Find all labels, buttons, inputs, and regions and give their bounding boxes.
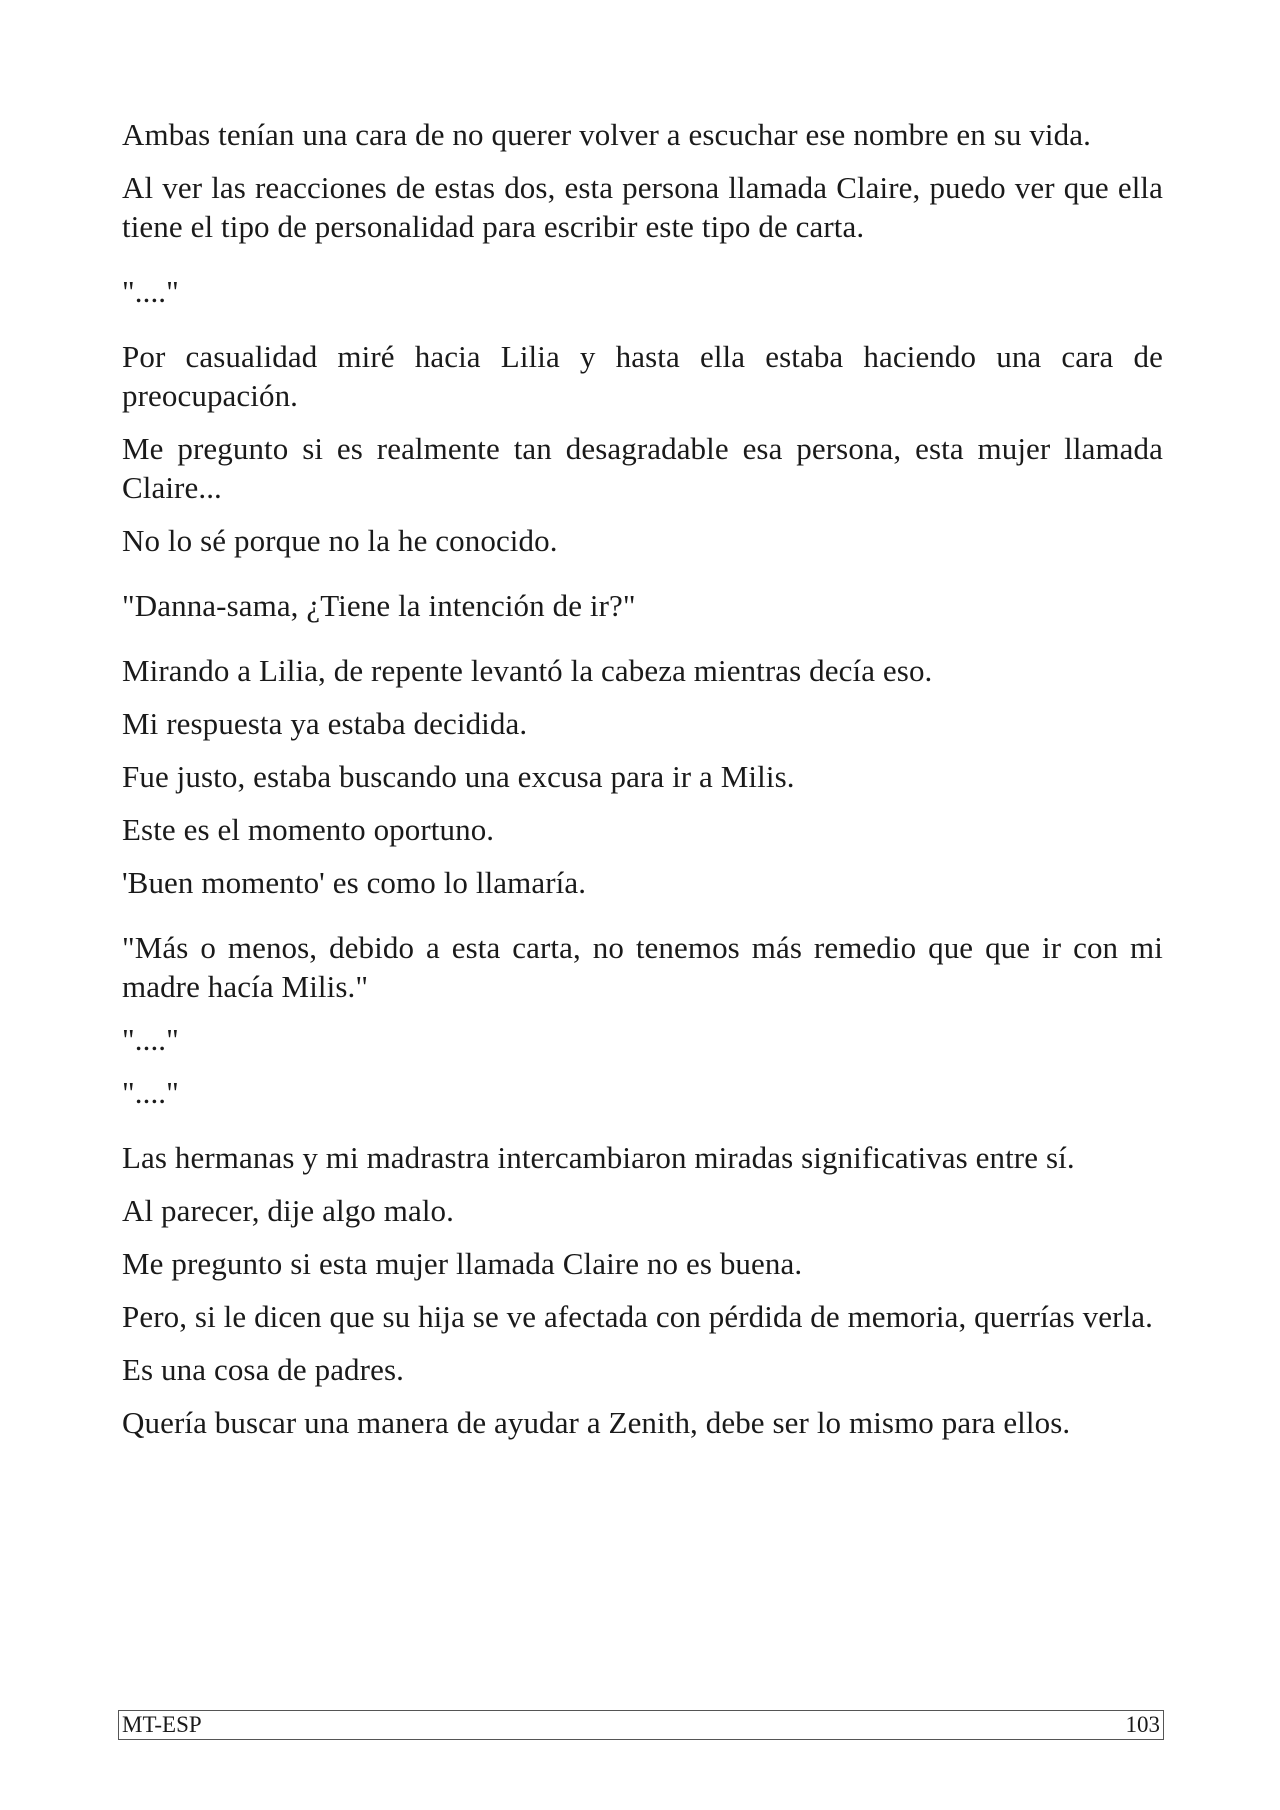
paragraph: Al ver las reacciones de estas dos, esta persona llamada Claire, puedo ver que ella tiene el tipo de personalidad para escribir este tipo de carta. — [122, 170, 1163, 244]
paragraph: Las hermanas y mi madrastra intercambiaron miradas significativas entre sí. — [122, 1140, 1075, 1175]
page-body — [122, 115, 1163, 1456]
paragraph: Mirando a Lilia, de repente levantó la cabeza mientras decía eso. — [122, 653, 933, 688]
paragraph: Mi respuesta ya estaba decidida. — [122, 706, 528, 741]
page-number: 103 — [1125, 1712, 1160, 1737]
dialogue-line: "...." — [122, 274, 179, 309]
paragraph: Al parecer, dije algo malo. — [122, 1193, 454, 1228]
paragraph: Fue justo, estaba buscando una excusa para ir a Milis. — [122, 759, 795, 794]
paragraph: Me pregunto si es realmente tan desagradable esa persona, esta mujer llamada Claire... — [122, 431, 1163, 505]
paragraph: Es una cosa de padres. — [122, 1352, 404, 1387]
paragraph: Ambas tenían una cara de no querer volver a escuchar ese nombre en su vida. — [122, 117, 1091, 152]
paragraph: Por casualidad miré hacia Lilia y hasta ella estaba haciendo una cara de preocupación. — [122, 339, 1163, 413]
paragraph: Me pregunto si esta mujer llamada Claire no es buena. — [122, 1246, 803, 1281]
paragraph: No lo sé porque no la he conocido. — [122, 523, 558, 558]
paragraph: Pero, si le dicen que su hija se ve afectada con pérdida de memoria, querrías verla. — [122, 1299, 1153, 1334]
paragraph: Quería buscar una manera de ayudar a Zenith, debe ser lo mismo para ellos. — [122, 1405, 1071, 1440]
dialogue-line: "...." — [122, 1075, 179, 1110]
paragraph: Este es el momento oportuno. — [122, 812, 495, 847]
dialogue-line: "...." — [122, 1022, 179, 1057]
footer-label: MT-ESP — [122, 1712, 202, 1737]
dialogue-line: "Más o menos, debido a esta carta, no tenemos más remedio que que ir con mi madre hacía Milis." — [122, 930, 1163, 1004]
page-footer — [118, 1710, 1164, 1740]
paragraph: 'Buen momento' es como lo llamaría. — [122, 865, 587, 900]
dialogue-line: "Danna-sama, ¿Tiene la intención de ir?" — [122, 588, 636, 623]
